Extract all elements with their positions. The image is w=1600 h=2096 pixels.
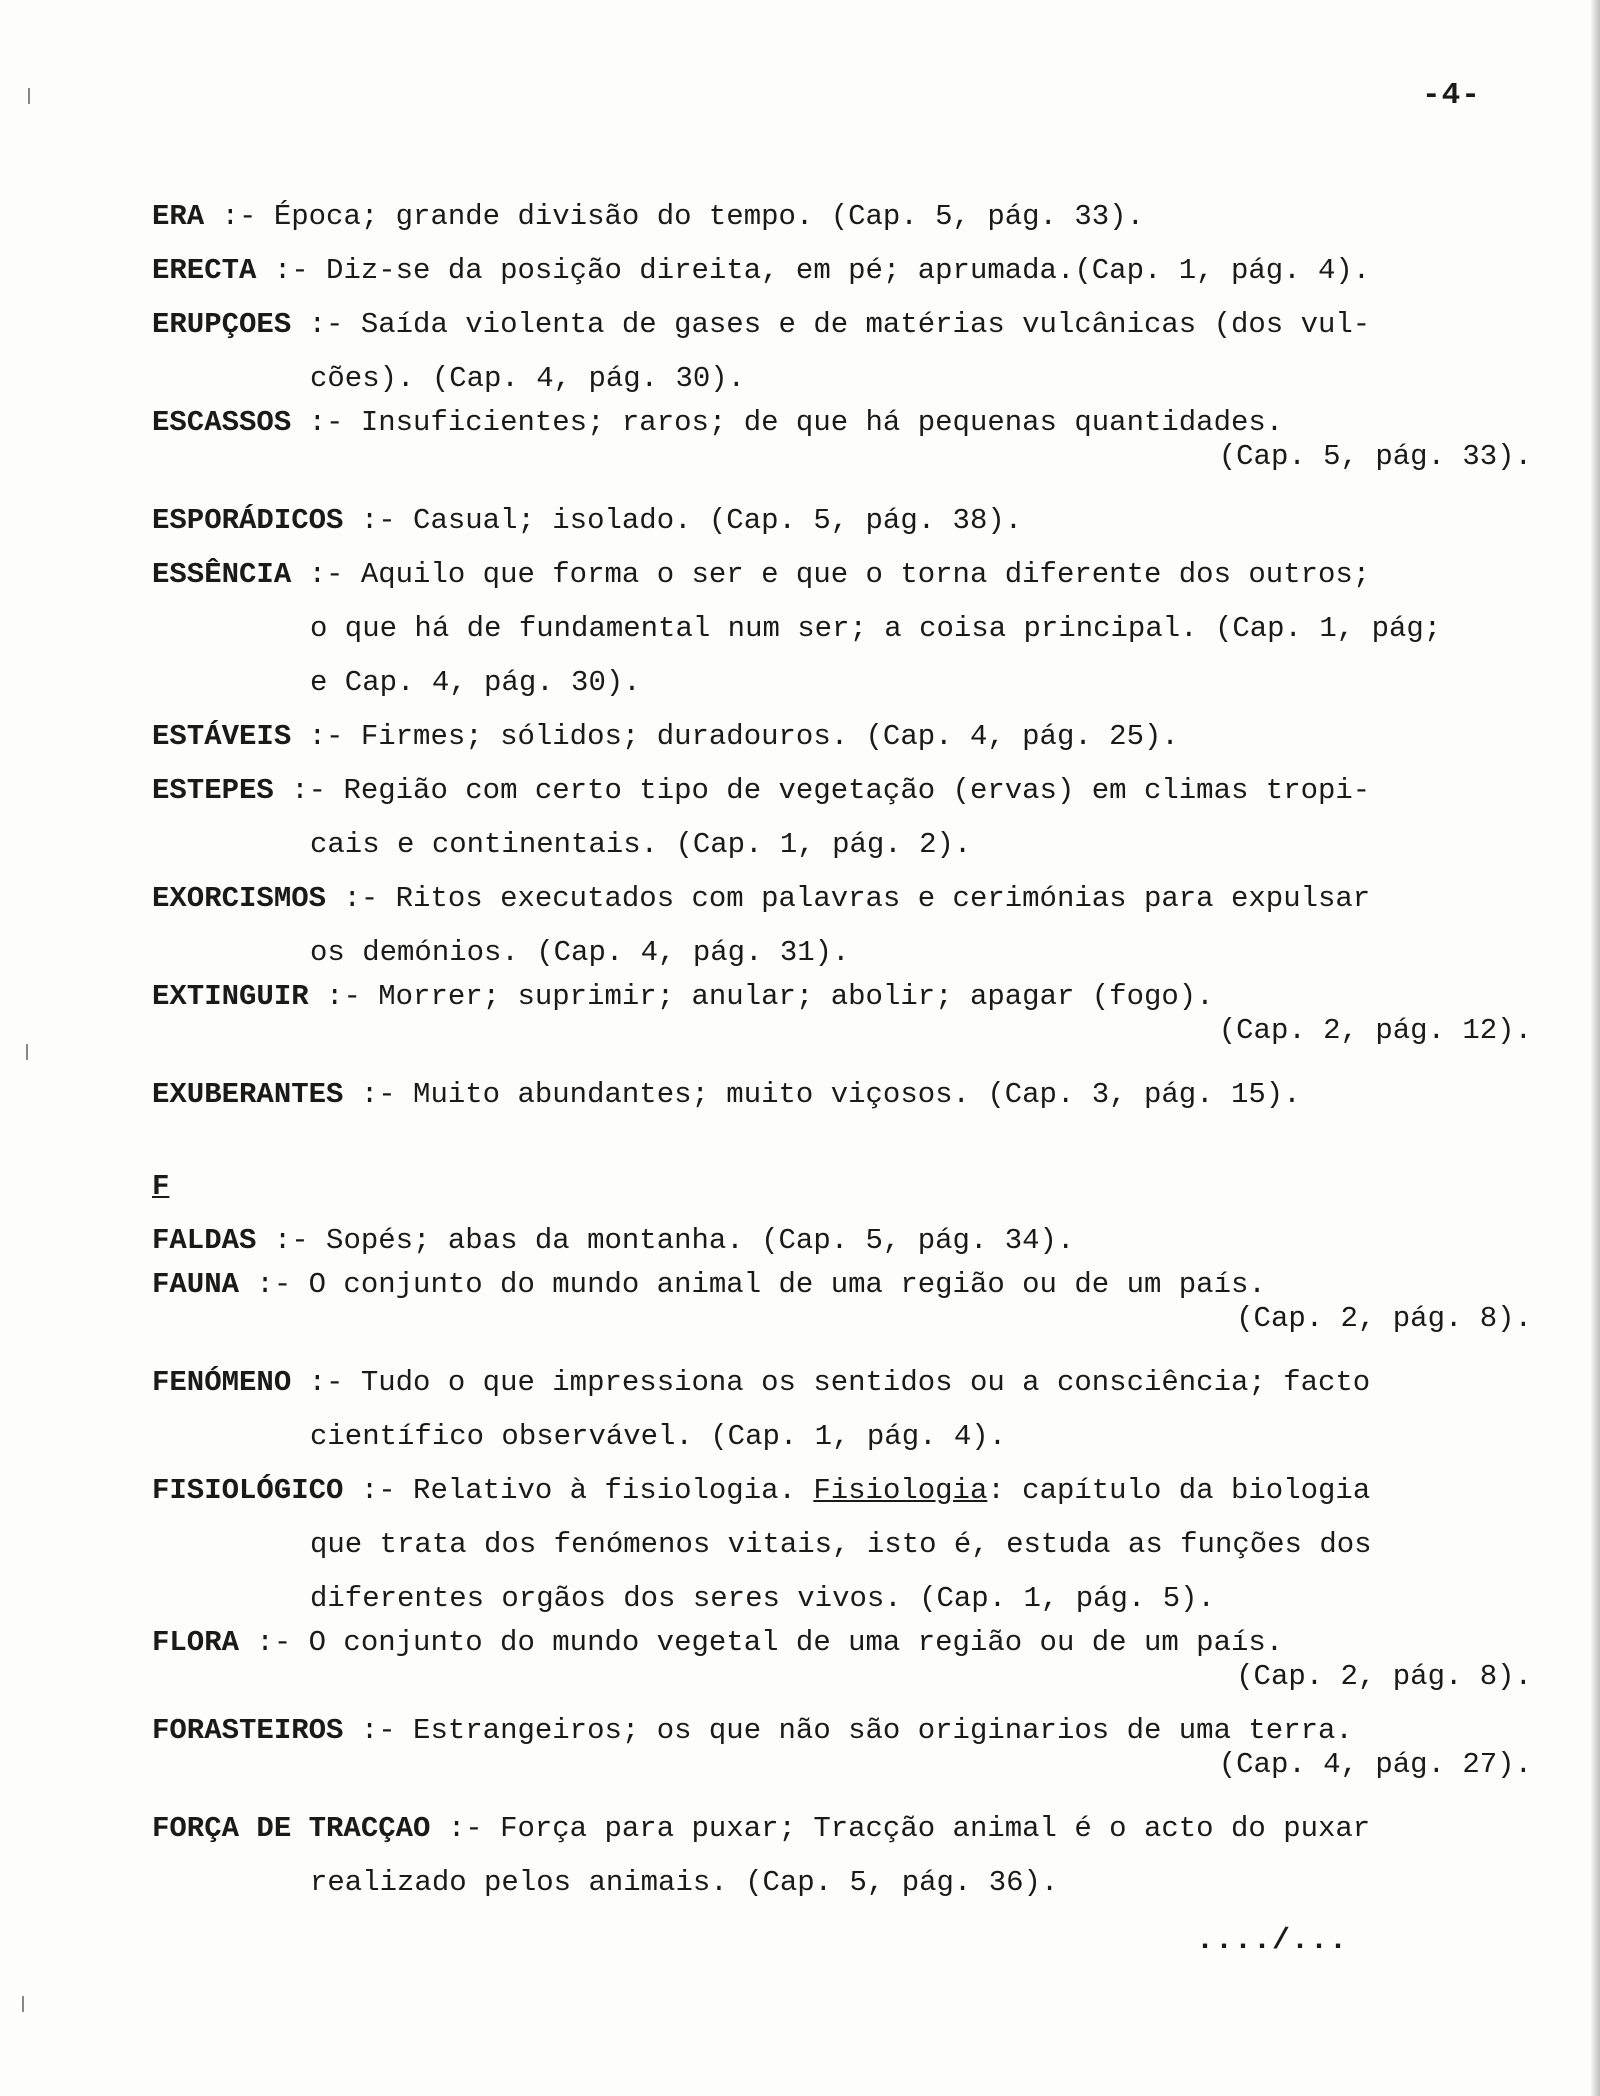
- page-edge-shadow: [1590, 0, 1600, 2096]
- entry-era: ERA :- Época; grande divisão do tempo. (Cap. 5, pág. 33).: [152, 200, 1144, 233]
- entry-estepes: ESTEPES :- Região com certo tipo de vegetação (ervas) em climas tropi-: [152, 774, 1371, 807]
- entry-forasteiros-ref: (Cap. 4, pág. 27).: [1218, 1748, 1532, 1781]
- entry-estaveis: ESTÁVEIS :- Firmes; sólidos; duradouros. (Cap. 4, pág. 25).: [152, 720, 1179, 753]
- entry-fisiologico-cont2: diferentes orgãos dos seres vivos. (Cap. 1, pág. 5).: [310, 1582, 1215, 1615]
- entry-escassos: ESCASSOS :- Insuficientes; raros; de que há pequenas quantidades.: [152, 406, 1284, 439]
- entry-flora-ref: (Cap. 2, pág. 8).: [1236, 1660, 1532, 1693]
- entry-faldas: FALDAS :- Sopés; abas da montanha. (Cap. 5, pág. 34).: [152, 1224, 1075, 1257]
- entry-erupcoes: ERUPÇOES :- Saída violenta de gases e de matérias vulcânicas (dos vul-: [152, 308, 1371, 341]
- entry-flora: FLORA :- O conjunto do mundo vegetal de uma região ou de um país.: [152, 1626, 1284, 1659]
- entry-escassos-ref: (Cap. 5, pág. 33).: [1218, 440, 1532, 473]
- page-number: -4-: [1422, 78, 1481, 113]
- continuation-mark: ..../...: [1196, 1924, 1349, 1958]
- entry-esporadicos: ESPORÁDICOS :- Casual; isolado. (Cap. 5, pág. 38).: [152, 504, 1023, 537]
- entry-forca-de-traccao-cont: realizado pelos animais. (Cap. 5, pág. 36).: [310, 1866, 1059, 1899]
- entry-fenomeno-cont: científico observável. (Cap. 1, pág. 4).: [310, 1420, 1007, 1453]
- entry-fenomeno: FENÓMENO :- Tudo o que impressiona os sentidos ou a consciência; facto: [152, 1366, 1371, 1399]
- entry-exuberantes: EXUBERANTES :- Muito abundantes; muito viçosos. (Cap. 3, pág. 15).: [152, 1078, 1301, 1111]
- entry-exorcismos: EXORCISMOS :- Ritos executados com palavras e cerimónias para expulsar: [152, 882, 1371, 915]
- section-letter: F: [152, 1170, 170, 1203]
- margin-mark: [22, 1996, 24, 2012]
- entry-exorcismos-cont: os demónios. (Cap. 4, pág. 31).: [310, 936, 850, 969]
- glossary-body: [152, 190, 1572, 1910]
- entry-fauna: FAUNA :- O conjunto do mundo animal de uma região ou de um país.: [152, 1268, 1266, 1301]
- entry-extinguir-ref: (Cap. 2, pág. 12).: [1218, 1014, 1532, 1047]
- entry-estepes-cont: cais e continentais. (Cap. 1, pág. 2).: [310, 828, 972, 861]
- margin-mark: [26, 1044, 28, 1060]
- entry-forca-de-traccao: FORÇA DE TRACÇAO :- Força para puxar; Tracção animal é o acto do puxar: [152, 1812, 1371, 1845]
- entry-forasteiros: FORASTEIROS :- Estrangeiros; os que não são originarios de uma terra.: [152, 1714, 1353, 1747]
- entry-essencia: ESSÊNCIA :- Aquilo que forma o ser e que o torna diferente dos outros;: [152, 558, 1371, 591]
- entry-essencia-cont: o que há de fundamental num ser; a coisa principal. (Cap. 1, pág;: [310, 612, 1442, 645]
- entry-extinguir: EXTINGUIR :- Morrer; suprimir; anular; abolir; apagar (fogo).: [152, 980, 1214, 1013]
- entry-fauna-ref: (Cap. 2, pág. 8).: [1236, 1302, 1532, 1335]
- entry-erecta: ERECTA :- Diz-se da posição direita, em pé; aprumada.(Cap. 1, pág. 4).: [152, 254, 1371, 287]
- entry-erupcoes-cont: cões). (Cap. 4, pág. 30).: [310, 362, 746, 395]
- margin-mark: [28, 88, 30, 104]
- entry-essencia-cont2: e Cap. 4, pág. 30).: [310, 666, 641, 699]
- entry-fisiologico-cont: que trata dos fenómenos vitais, isto é, estuda as funções dos: [310, 1528, 1372, 1561]
- entry-fisiologico: FISIOLÓGICO :- Relativo à fisiologia. Fisiologia: capítulo da biologia: [152, 1474, 1371, 1507]
